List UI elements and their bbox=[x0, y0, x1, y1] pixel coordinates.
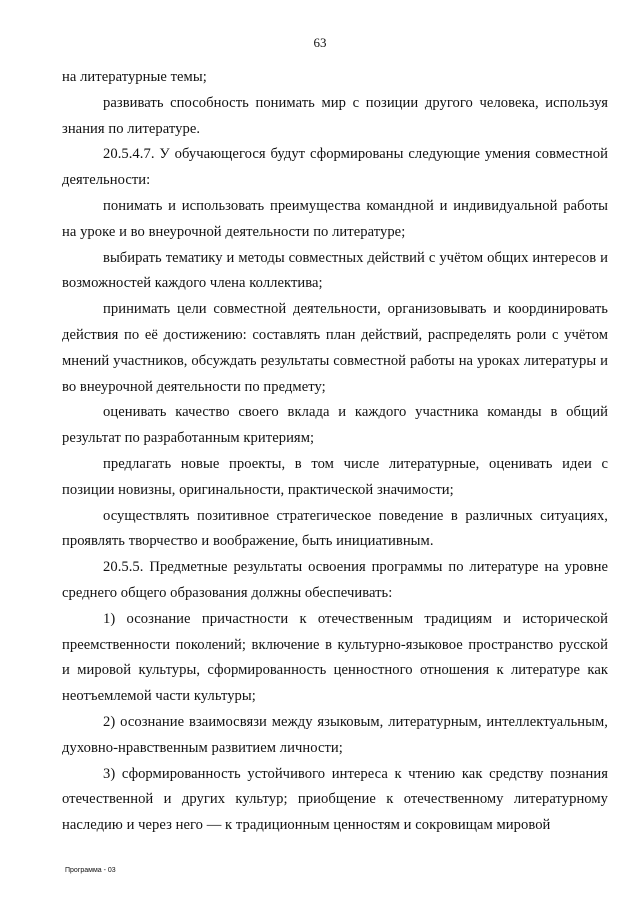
paragraph: 20.5.4.7. У обучающегося будут сформированы следующие умения совместной деятельности: bbox=[62, 146, 608, 189]
paragraph: предлагать новые проекты, в том числе литературные, оценивать идеи с позиции новизны, оригинальности, практической значимости; bbox=[62, 455, 608, 498]
paragraph: выбирать тематику и методы совместных действий с учётом общих интересов и возможностей каждого члена коллектива; bbox=[62, 249, 608, 292]
paragraph: понимать и использовать преимущества командной и индивидуальной работы на уроке и во внеурочной деятельности по литературе; bbox=[62, 197, 608, 240]
paragraph: на литературные темы; bbox=[62, 69, 207, 85]
paragraph: принимать цели совместной деятельности, организовывать и координировать действия по её достижению: составлять план действий, распределять роли с учётом мнений участников, обсуждать результаты совместной работы на уроках литературы и во внеурочной деятельности по предмету; bbox=[62, 301, 608, 395]
paragraph: 3) сформированность устойчивого интереса к чтению как средству познания отечественной и других культур; приобщение к отечественному литературному наследию и через него — к традиционным ценностям и сокровищам мировой bbox=[62, 765, 608, 834]
footer-label: Программа - 03 bbox=[65, 867, 116, 874]
paragraph: оценивать качество своего вклада и каждого участника команды в общий результат по разработанным критериям; bbox=[62, 404, 608, 447]
paragraph: развивать способность понимать мир с позиции другого человека, используя знания по литературе. bbox=[62, 94, 608, 137]
paragraph: 2) осознание взаимосвязи между языковым, литературным, интеллектуальным, духовно-нравственным развитием личности; bbox=[62, 713, 608, 756]
paragraph: 20.5.5. Предметные результаты освоения программы по литературе на уровне среднего общего образования должны обеспечивать: bbox=[62, 559, 608, 601]
paragraph: 1) осознание причастности к отечественным традициям и исторической преемственности поколений; включение в культурно-языковое пространство русской и мировой культуры, сформированность ценностного отношения к литературе как неотъемлемой части культуры; bbox=[62, 610, 608, 705]
paragraph: осуществлять позитивное стратегическое поведение в различных ситуациях, проявлять творчество и воображение, быть инициативным. bbox=[62, 507, 608, 550]
document-body bbox=[62, 65, 608, 839]
page-number: 63 bbox=[313, 35, 327, 50]
